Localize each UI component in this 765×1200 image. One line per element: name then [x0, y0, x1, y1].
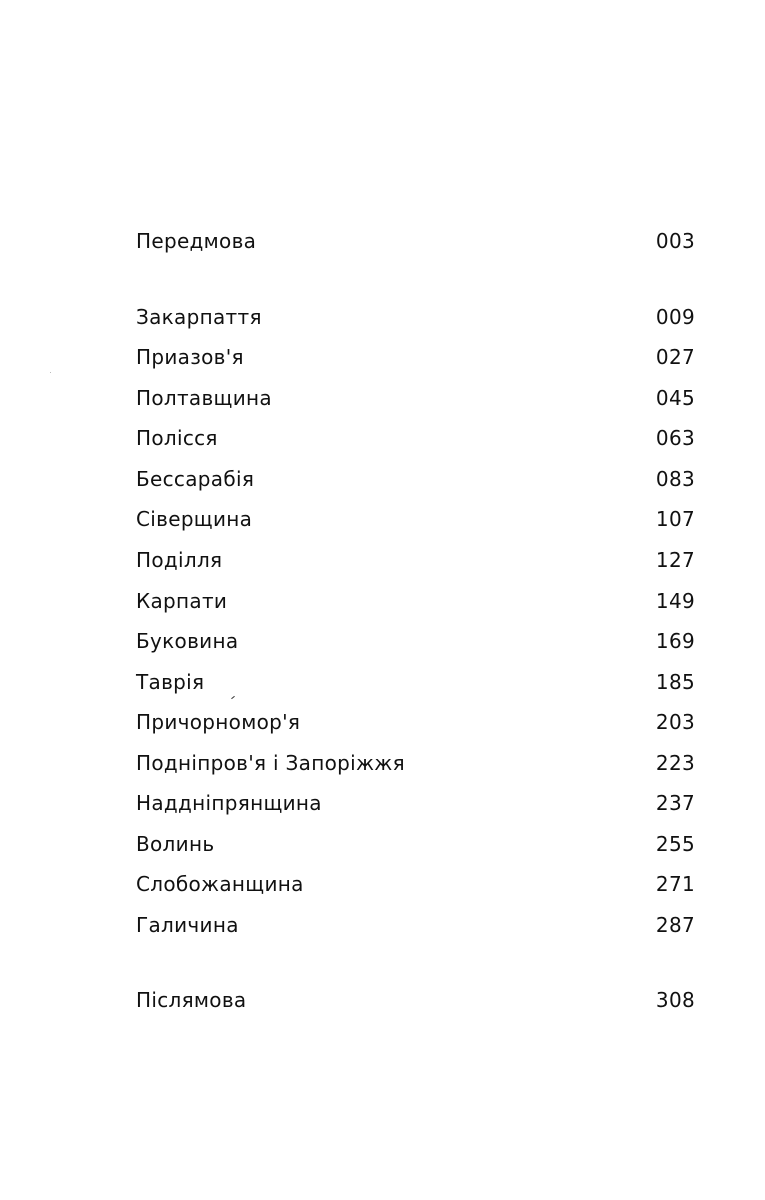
toc-entry-title: Карпати	[136, 589, 228, 613]
toc-entry-page: 308	[655, 988, 695, 1012]
toc-entry-page: 107	[655, 507, 695, 531]
toc-entry-page: 185	[655, 670, 695, 694]
toc-entry-title: Слобожанщина	[136, 872, 304, 896]
toc-entry-title: Подніпров'я і Запоріжжя	[136, 751, 405, 775]
toc-entry-title: Полтавщина	[136, 386, 272, 410]
toc-entry-page: 237	[655, 791, 695, 815]
toc-entry-title: Наддніпрянщина	[136, 791, 322, 815]
toc-entry-page: 149	[655, 589, 695, 613]
toc-entry[interactable]	[136, 386, 695, 416]
toc-entry-page: 223	[655, 751, 695, 775]
toc-entry[interactable]	[136, 791, 695, 821]
toc-entry-title: Сіверщина	[136, 507, 253, 531]
toc-entry[interactable]	[136, 751, 695, 781]
toc-entry-title: Волинь	[136, 832, 215, 856]
toc-entry-title: Бессарабія	[136, 467, 255, 491]
toc-entry-page: 255	[655, 832, 695, 856]
print-speck	[50, 372, 51, 373]
toc-entry-page: 063	[655, 426, 695, 450]
toc-entry-title: Причорномор'я	[136, 710, 301, 734]
toc-entry-page: 169	[655, 629, 695, 653]
toc-entry[interactable]	[136, 832, 695, 862]
toc-entry-foreword[interactable]	[136, 229, 695, 259]
toc-entry-page: 009	[655, 305, 695, 329]
toc-entry-afterword[interactable]	[136, 988, 695, 1018]
toc-entry-title: Приазов'я	[136, 345, 244, 369]
toc-entry[interactable]	[136, 305, 695, 335]
toc-entry-title: Полісся	[136, 426, 218, 450]
toc-entry-page: 203	[655, 710, 695, 734]
toc-entry[interactable]	[136, 629, 695, 659]
toc-entry[interactable]	[136, 548, 695, 578]
toc-entry[interactable]	[136, 670, 695, 700]
toc-entry-page: 003	[655, 229, 695, 253]
toc-entry-title: Закарпаття	[136, 305, 262, 329]
toc-entry[interactable]	[136, 710, 695, 740]
toc-entry[interactable]	[136, 507, 695, 537]
toc-entry-title: Післямова	[136, 988, 247, 1012]
toc-entry[interactable]	[136, 467, 695, 497]
toc-entry-title: Буковина	[136, 629, 239, 653]
toc-entry[interactable]	[136, 589, 695, 619]
toc-entry[interactable]	[136, 426, 695, 456]
toc-entry-page: 287	[655, 913, 695, 937]
toc-entry[interactable]	[136, 345, 695, 375]
toc-entry-page: 083	[655, 467, 695, 491]
toc-entry[interactable]	[136, 913, 695, 943]
toc-entry-page: 127	[655, 548, 695, 572]
toc-entry-page: 045	[655, 386, 695, 410]
toc-entry-title: Таврія	[136, 670, 205, 694]
toc-entry[interactable]	[136, 872, 695, 902]
toc-entry-page: 271	[655, 872, 695, 896]
toc-entry-page: 027	[655, 345, 695, 369]
toc-entry-title: Галичина	[136, 913, 239, 937]
toc-entry-title: Передмова	[136, 229, 257, 253]
toc-entry-title: Поділля	[136, 548, 223, 572]
